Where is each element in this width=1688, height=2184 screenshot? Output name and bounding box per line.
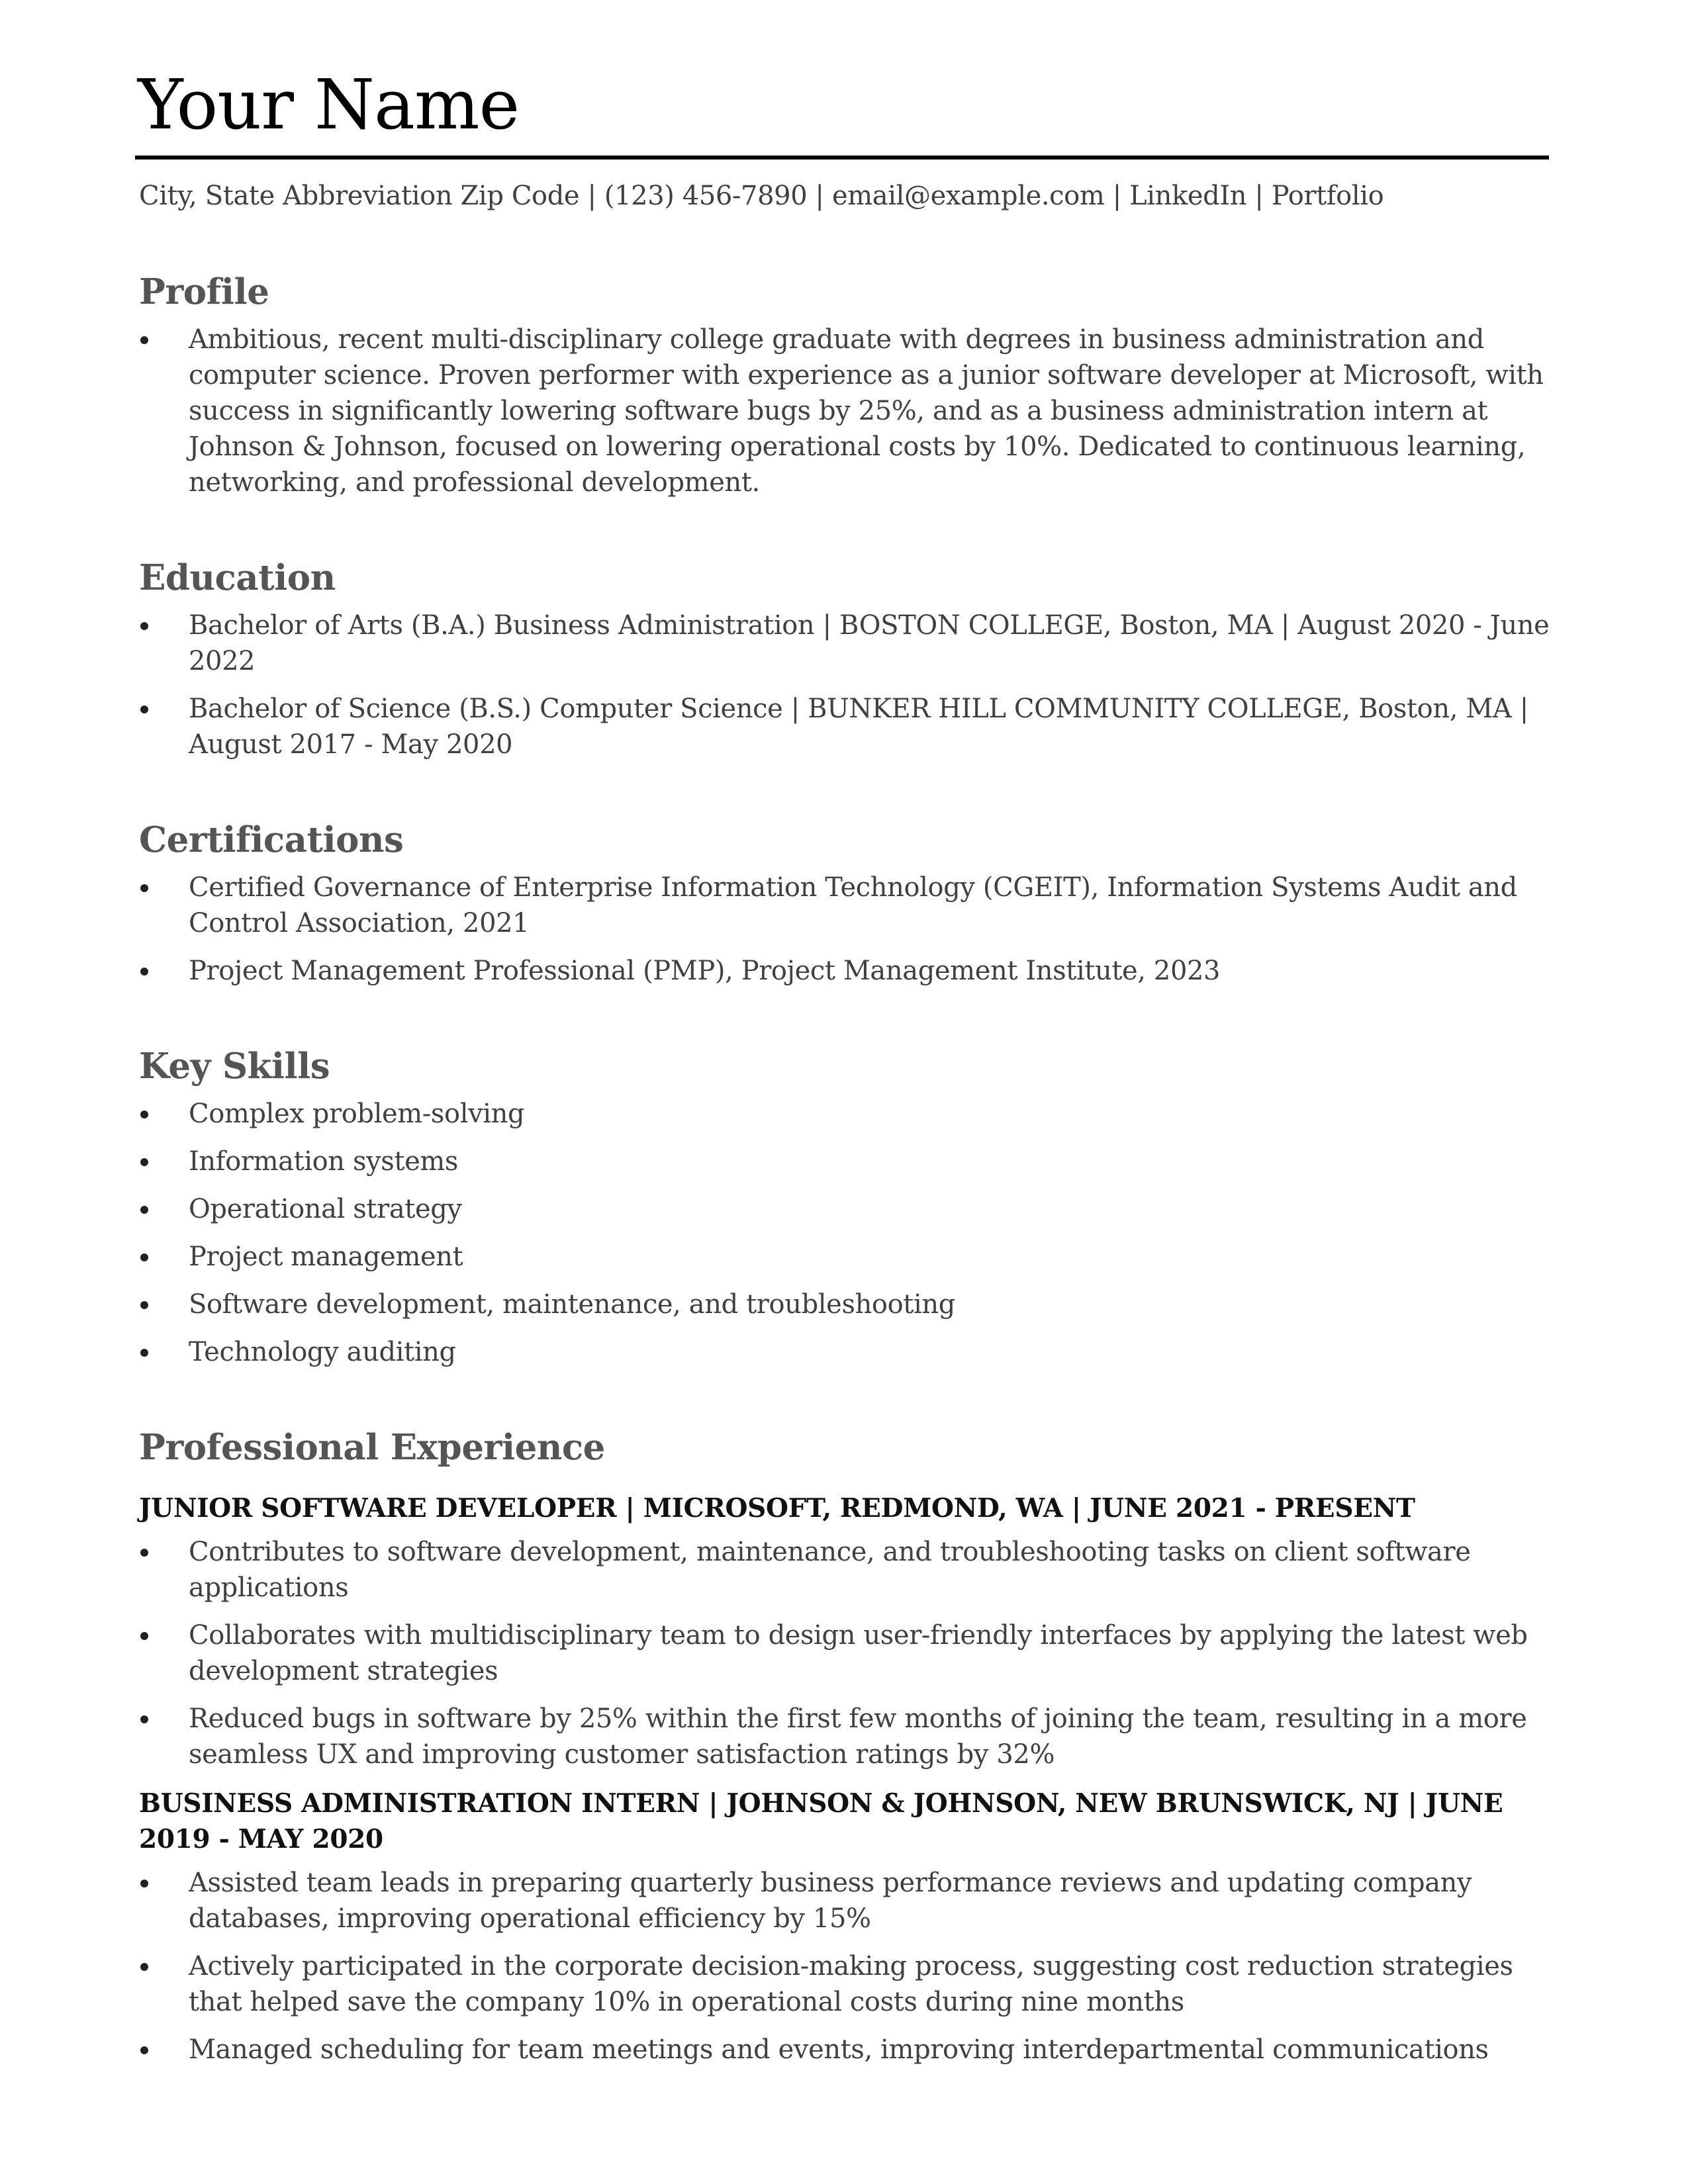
skill-item: Project management bbox=[139, 1239, 1556, 1275]
skills-list bbox=[139, 1096, 1556, 1370]
education-section bbox=[139, 548, 1556, 762]
skill-item: Software development, maintenance, and troubleshooting bbox=[139, 1287, 1556, 1322]
header-divider bbox=[135, 156, 1549, 159]
job-entry bbox=[139, 1490, 1556, 1772]
job-bullets bbox=[139, 1865, 1556, 2068]
section-title-profile: Profile bbox=[139, 271, 269, 312]
education-item: Bachelor of Science (B.S.) Computer Science | BUNKER HILL COMMUNITY COLLEGE, Boston, MA | August 2017 - May 2020 bbox=[139, 691, 1556, 762]
skill-item: Information systems bbox=[139, 1144, 1556, 1179]
job-bullet: Actively participated in the corporate decision-making process, suggesting cost reduction strategies that helped save the company 10% in operational costs during nine months bbox=[139, 1948, 1556, 2020]
education-list bbox=[139, 608, 1556, 762]
certifications-list bbox=[139, 870, 1556, 989]
job-bullet: Assisted team leads in preparing quarterly business performance reviews and updating company databases, improving operational efficiency by 15% bbox=[139, 1865, 1556, 1936]
profile-list bbox=[139, 322, 1556, 500]
candidate-name: Your Name bbox=[138, 64, 520, 145]
job-bullet: Collaborates with multidisciplinary team to design user-friendly interfaces by applying the latest web development strategies bbox=[139, 1617, 1556, 1689]
skill-item: Complex problem-solving bbox=[139, 1096, 1556, 1132]
section-title-education: Education bbox=[139, 557, 336, 598]
section-title-skills: Key Skills bbox=[139, 1046, 330, 1087]
skill-item: Operational strategy bbox=[139, 1191, 1556, 1227]
job-heading: BUSINESS ADMINISTRATION INTERN | JOHNSON & JOHNSON, NEW BRUNSWICK, NJ | JUNE 2019 - MAY 2020 bbox=[139, 1788, 1503, 1854]
job-bullets bbox=[139, 1534, 1556, 1772]
certification-item: Project Management Professional (PMP), Project Management Institute, 2023 bbox=[139, 953, 1556, 989]
skills-section bbox=[139, 1036, 1556, 1370]
job-entry bbox=[139, 1786, 1556, 2068]
resume-content bbox=[139, 262, 1556, 2115]
job-heading: JUNIOR SOFTWARE DEVELOPER | MICROSOFT, REDMOND, WA | JUNE 2021 - PRESENT bbox=[139, 1493, 1415, 1524]
education-item: Bachelor of Arts (B.A.) Business Administration | BOSTON COLLEGE, Boston, MA | August 2020 - June 2022 bbox=[139, 608, 1556, 679]
certifications-section bbox=[139, 810, 1556, 989]
job-bullet: Managed scheduling for team meetings and events, improving interdepartmental communications bbox=[139, 2032, 1556, 2068]
job-bullet: Contributes to software development, maintenance, and troubleshooting tasks on client software applications bbox=[139, 1534, 1556, 1606]
section-title-experience: Professional Experience bbox=[139, 1427, 605, 1468]
profile-section bbox=[139, 262, 1556, 500]
experience-section bbox=[139, 1418, 1556, 2068]
profile-item: Ambitious, recent multi-disciplinary college graduate with degrees in business administration and computer science. Proven performer with experience as a junior software developer at Microsoft, with success in significantly lowering software bugs by 25%, and as a business administration intern at Johnson & Johnson, focused on lowering operational costs by 10%. Dedicated to continuous learning, networking, and professional development. bbox=[139, 322, 1556, 500]
section-title-certifications: Certifications bbox=[139, 819, 404, 860]
certification-item: Certified Governance of Enterprise Information Technology (CGEIT), Information Systems Audit and Control Association, 2021 bbox=[139, 870, 1556, 941]
contact-line: City, State Abbreviation Zip Code | (123) 456-7890 | email@example.com | LinkedIn | Portfolio bbox=[139, 181, 1384, 211]
job-bullet: Reduced bugs in software by 25% within the first few months of joining the team, resulting in a more seamless UX and improving customer satisfaction ratings by 32% bbox=[139, 1701, 1556, 1772]
skill-item: Technology auditing bbox=[139, 1334, 1556, 1370]
